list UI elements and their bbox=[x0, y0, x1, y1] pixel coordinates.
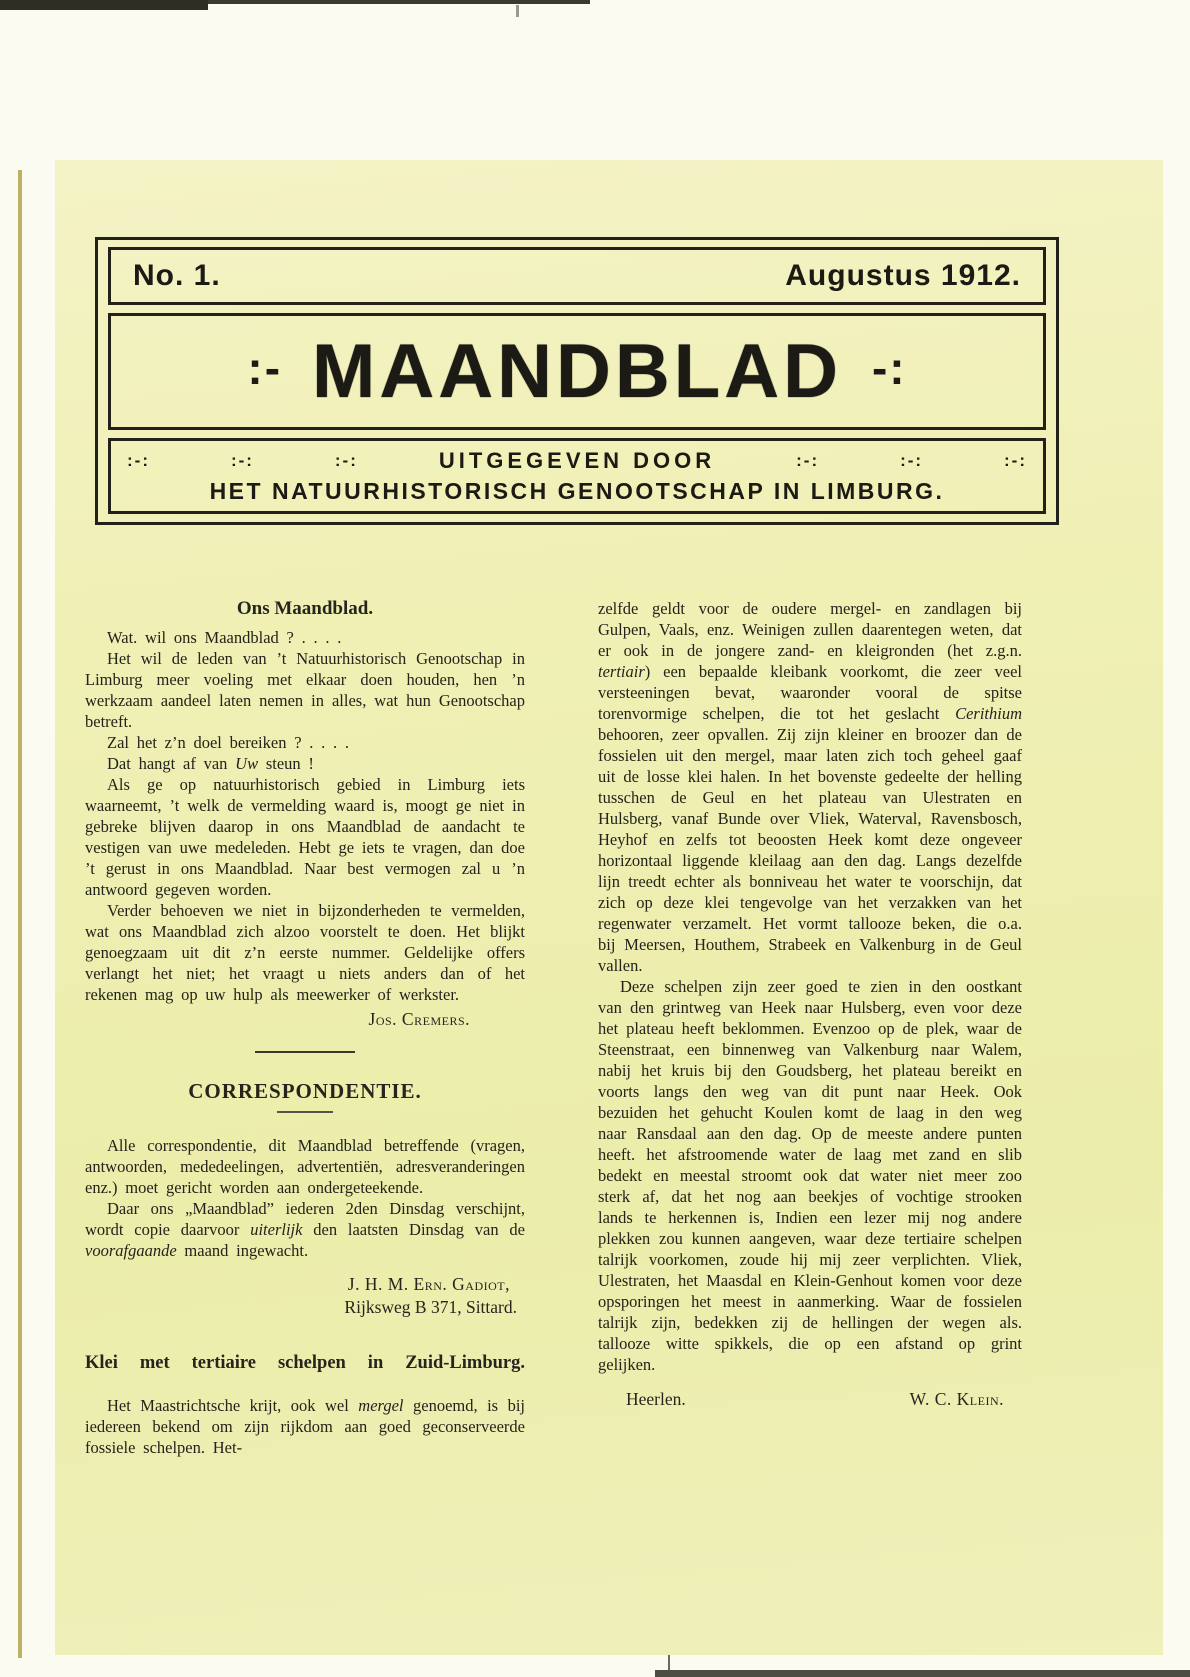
publisher-name: HET NATUURHISTORISCH GENOOTSCHAP IN LIMBURG. bbox=[209, 477, 945, 504]
left-column bbox=[85, 598, 525, 1458]
signature-address: Rijksweg B 371, Sittard. bbox=[344, 1297, 517, 1317]
magazine-page bbox=[55, 160, 1163, 1655]
paragraph: zelfde geldt voor de oudere mergel- en zandlagen bij Gulpen, Vaals, enz. Weinigen zullen daarentegen weten, dat er ook in de jongere zand- en kleigronden (het z.g.n. tertiair) een bepaalde kleibank voorkomt, die zeer veel versteeningen bevat, waaronder vooral de spitse torenvormige schelpen, die tot het geslacht Cerithium behooren, zeer opvallen. Zij zijn kleiner en broozer dan de fossielen uit den mergel, maar laten zich toch geheel gaaf uit de losse klei halen. In het bovenste gedeelte der helling tusschen de Geul en het plateau van Ulestraten en Hulsberg, vanaf Bunde over Vliek, Waterval, Ravensbosch, Heyhof en zelfs tot beoosten Heek komt deze ongeveer horizontaal liggende kleilaag aan den dag. Langs dezelfde lijn treedt echter als bonniveau het water te voorschijn, dat zich op deze klei tengevolge van het verzakken van het regenwater verzamelt. Het vormt tallooze beken, die o.a. bij Meersen, Houthem, Strabeek en Valkenburg in de Geul vallen. bbox=[598, 599, 1022, 975]
paragraph: Daar ons „Maandblad” iederen 2den Dinsdag verschijnt, wordt copie daarvoor uiterlijk den laatsten Dinsdag van de voorafgaande maand ingewacht. bbox=[85, 1199, 525, 1260]
paragraph: Het wil de leden van ’t Natuurhistorisch Genootschap in Limburg meer voeling met elkaar doen houden, hen ’n werkzaam aandeel laten nemen in alles, wat hun Genootschap betreft. bbox=[85, 649, 525, 731]
ornament: :-: bbox=[1004, 450, 1027, 470]
paragraph: Dat hangt af van Uw steun ! bbox=[107, 754, 314, 773]
article-heading: Klei met tertiaire schelpen in Zuid-Limburg. bbox=[85, 1353, 525, 1373]
ornament: :-: bbox=[230, 450, 254, 470]
scan-artifact-top-line bbox=[208, 0, 590, 4]
scan-artifact-top-bar bbox=[0, 0, 208, 10]
issue-row bbox=[108, 247, 1046, 305]
scan-artifact-tick bbox=[516, 5, 519, 17]
title-row bbox=[108, 313, 1046, 430]
signature: Jos. Cremers. bbox=[368, 1009, 470, 1029]
ornament: :-: bbox=[127, 450, 150, 470]
section-heading: CORRESPONDENTIE. bbox=[188, 1079, 422, 1103]
heading-underline bbox=[277, 1111, 333, 1113]
published-by-label: UITGEGEVEN DOOR bbox=[438, 447, 716, 473]
ornament: :-: bbox=[900, 450, 924, 470]
ornament: :-: bbox=[796, 450, 820, 470]
section-divider bbox=[255, 1051, 355, 1053]
magazine-title: MAANDBLAD bbox=[312, 329, 842, 414]
title-ornament-left: :- bbox=[247, 341, 283, 394]
adjacent-page-edge bbox=[18, 170, 22, 1658]
paragraph: Het Maastrichtsche krijt, ook wel mergel genoemd, is bij iedereen bekend om zijn rijkdom aan goed geconserveerde fossiele schelpen. Het- bbox=[85, 1396, 525, 1457]
byline-author: W. C. Klein. bbox=[909, 1389, 1004, 1409]
published-by-line bbox=[127, 448, 1027, 474]
scan-artifact-bottom-bar bbox=[655, 1670, 1190, 1677]
ornament: :-: bbox=[334, 450, 358, 470]
paragraph: Wat. wil ons Maandblad ? . . . . bbox=[107, 628, 342, 647]
issue-number: No. 1. bbox=[133, 259, 221, 292]
signature: J. H. M. Ern. Gadiot, bbox=[347, 1274, 510, 1294]
byline bbox=[598, 1389, 1022, 1410]
paragraph: Verder behoeven we niet in bijzonderheden te vermelden, wat ons Maandblad zich alzoo voorstelt te doen. Het blijkt genoegzaam uit dit z’n eerste nummer. Geldelijke offers verlangt het niet; het vraagt u niets anders dan of het rekenen mag op uw hulp als meewerker of werkster. bbox=[85, 901, 525, 1004]
issue-date: Augustus 1912. bbox=[785, 259, 1021, 292]
title-ornament-right: -: bbox=[871, 341, 907, 394]
byline-place: Heerlen. bbox=[626, 1389, 686, 1409]
right-column bbox=[598, 598, 1022, 1410]
masthead bbox=[95, 237, 1059, 525]
paragraph: Als ge op natuurhistorisch gebied in Limburg iets waarneemt, ’t welk de vermelding waard is, moogt ge niet in gebreke blijven daarop in ons Maandblad de aandacht te vestigen van uwe medeleden. Hebt ge iets te vragen, dan doe ’t gerust in ons Maandblad. Naar best vermogen zal u ’n antwoord gegeven worden. bbox=[85, 775, 525, 899]
publisher-box bbox=[108, 438, 1046, 514]
paragraph: Deze schelpen zijn zeer goed te zien in den oostkant van den grintweg van Heek naar Hulsberg, even voor deze het plateau heeft beklommen. Evenzoo op de plek, waar de Steenstraat, een binnenweg van Valkenburg naar Walem, nabij het kruis bij den Goudsberg, het plateau bereikt en voorts langs den weg van dit punt naar Heek. Ook bezuiden het gehucht Koulen komt de laag in den weg naar Ransdaal aan den dag. Op de meeste andere punten heeft. het afstroomende water de laag met zand en slib bedekt en meestal stroomt ook dat water niet meer zoo sterk af, dat het nog aan beekjes of vochtige strooken lands te herkennen is, Indien een lezer mij nog andere plekken zou kunnen aangeven, waar deze tertiaire schelpen talrijk voorkomen, zoude hij mij zeer verplichten. Vliek, Ulestraten, het Maasdal en Klein-Genhout komen voor deze opsporingen het meest in aanmerking. Waar de fossielen talrijk zijn, bedekken zij de hellingen der wegen als. tallooze witte spikkels, die op een afstand op grint gelijken. bbox=[598, 977, 1022, 1374]
paragraph: Alle correspondentie, dit Maandblad betreffende (vragen, antwoorden, mededeelingen, advertentiën, adresveranderingen enz.) moet gericht worden aan ondergeteekende. bbox=[85, 1136, 525, 1197]
paragraph: Zal het z’n doel bereiken ? . . . . bbox=[107, 733, 350, 752]
section-heading: Ons Maandblad. bbox=[236, 598, 374, 619]
